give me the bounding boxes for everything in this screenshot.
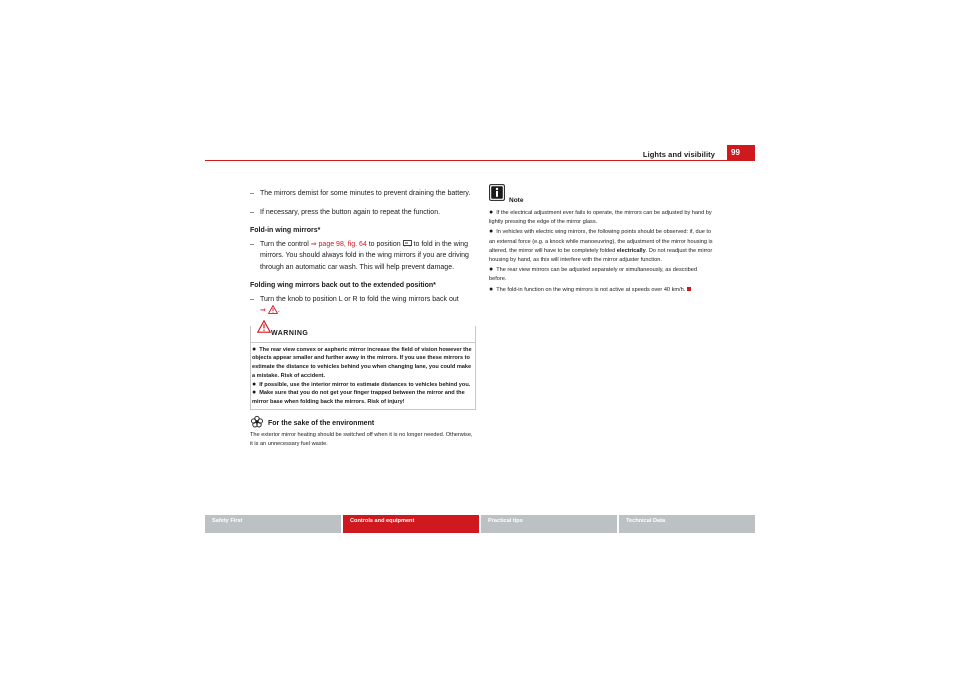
step-repeat (250, 207, 475, 219)
mirror-fold-icon (403, 240, 412, 247)
tab-safety-first[interactable]: Safety First (205, 515, 341, 533)
step-dash: – (250, 208, 254, 216)
warning-triangle-icon (268, 305, 278, 319)
fold-out-heading: Folding wing mirrors back out to the extended position* (250, 282, 436, 289)
bullet-icon: ● (489, 228, 494, 236)
warning-ref-arrow[interactable]: ⇒ (260, 307, 266, 314)
note-heading (489, 194, 714, 206)
page-number: 99 (727, 145, 755, 161)
step-dash: – (250, 240, 254, 248)
tab-practical-tips[interactable]: Practical tips (481, 515, 617, 533)
step-dash: – (250, 295, 254, 303)
warning-item: ● Make sure that you do not get your finger trapped between the mirror and the mirror base when folding back the mirrors. Risk of injury! (252, 389, 465, 406)
step-fold-out: – Turn the knob to position L or R to fold the wing mirrors back out ⇒ . (250, 294, 475, 319)
section-end-icon (687, 287, 691, 291)
step-dash: – (250, 190, 254, 197)
note-item: ● In vehicles with electric wing mirrors, the following points should be observed: if, due to an external force (e.g. a knock while manoeuvring), the adjustment of the mirror housing is altered, the mirror will have to be completely folded electrically. Do not readjust the mirror housing by hand, as this will interfere with the mirror adjuster function. (489, 228, 713, 264)
step-demist (250, 188, 475, 200)
info-note-icon (489, 184, 505, 205)
step-text-pre: Turn the control (260, 240, 311, 248)
bullet-icon: ● (252, 380, 257, 388)
step-fold-in (250, 239, 475, 274)
tab-controls-and-equipment[interactable]: Controls and equipment (343, 515, 479, 533)
right-column (489, 194, 714, 295)
note-item: ● The fold-in function on the wing mirrors is not active at speeds over 40 km/h. (489, 285, 714, 295)
bullet-icon: ● (252, 345, 257, 353)
step-text: Turn the knob to position L or R to fold the wing mirrors back out (260, 295, 459, 303)
environment-text: The exterior mirror heating should be switched off when it is no longer needed. Otherwise, it is an unnecessary fuel waste. (250, 432, 473, 447)
warning-body (251, 343, 475, 410)
step-text: The mirrors demist for some minutes to prevent draining the battery. (260, 190, 471, 197)
environment-title: For the sake of the environment (268, 420, 375, 428)
tab-technical-data[interactable]: Technical Data (619, 515, 755, 533)
note-item: ● If the electrical adjustment ever fails to operate, the mirrors can be adjusted by hand by lightly pressing the edge of the mirror glass. (489, 209, 712, 226)
step-text-post: to fold in the wing mirrors. You should always fold in the wing mirrors if you are driving through an automatic car wash. This will help prevent damage. (260, 240, 469, 271)
warning-item: ● The rear view convex or aspheric mirror increase the field of vision however the objects appear smaller and further away in the mirrors. If you use these mirrors to estimate the distance to vehicles behind you when changing lane, you could make a mistake. Risk of accident. (252, 345, 472, 379)
bullet-icon: ● (252, 389, 257, 397)
left-column (250, 188, 475, 449)
bullet-icon: ● (489, 209, 494, 216)
step-text-mid: to position (366, 240, 403, 248)
running-header-title: Lights and visibility (642, 150, 715, 159)
page-reference-link[interactable]: ⇒ page 98, fig. 64 (310, 240, 367, 248)
fold-in-heading: Fold-in wing mirrors* (250, 227, 321, 234)
step-text: If necessary, press the button again to repeat the function. (260, 208, 441, 216)
warning-item: ● If possible, use the interior mirror to estimate distances to vehicles behind you. (252, 380, 471, 388)
warning-title: WARNING (271, 329, 309, 337)
note-item: ● The rear view mirrors can be adjusted separately or simultaneously, as described before. (489, 266, 697, 283)
warning-box (250, 326, 476, 411)
warning-triangle-icon (257, 320, 271, 338)
bullet-icon: ● (489, 285, 494, 293)
flower-environment-icon (250, 415, 264, 434)
header-rule (205, 160, 755, 161)
warning-title-bar (251, 326, 475, 343)
bullet-icon: ● (489, 266, 494, 274)
note-title: Note (509, 197, 524, 204)
environment-heading (250, 418, 475, 430)
